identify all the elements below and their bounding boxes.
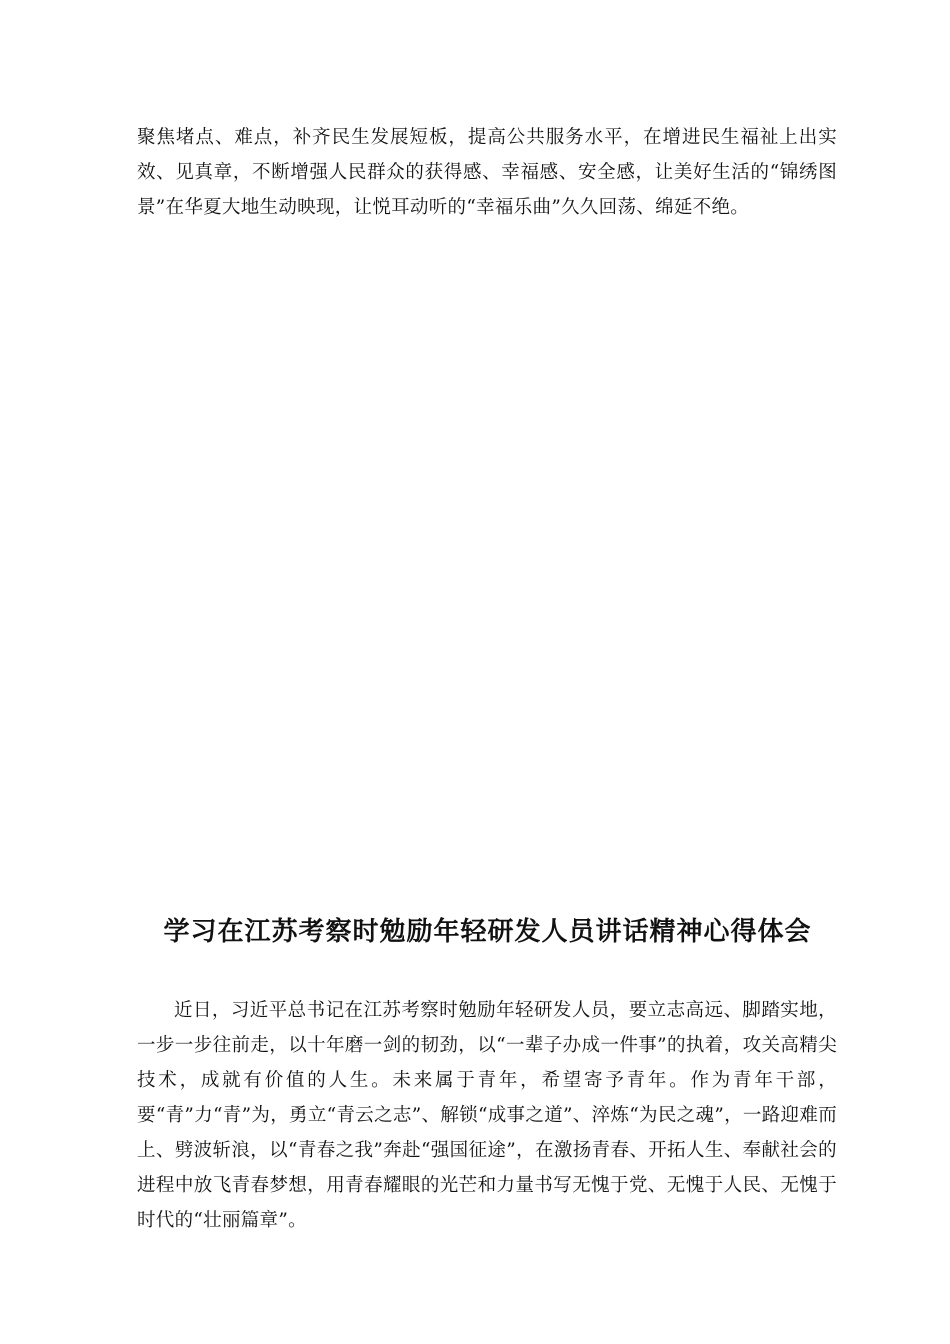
continuation-paragraph: 聚焦堵点、难点，补齐民生发展短板，提高公共服务水平，在增进民生福祉上出实效、见真章，不断增强人民群众的获得感、幸福感、安全感，让美好生活的“锦绣图景”在华夏大地生动映现，让悦耳动听的“幸福乐曲”久久回荡、绵延不绝。 <box>137 127 837 218</box>
article-paragraph: 近日，习近平总书记在江苏考察时勉励年轻研发人员，要立志高远、脚踏实地，一步一步往前走，以十年磨一剑的韧劲，以“一辈子办成一件事”的执着，攻关高精尖技术，成就有价值的人生。未来属于青年，希望寄予青年。作为青年干部，要“青”力“青”为，勇立“青云之志”、解锁“成事之道”、淬炼“为民之魂”，一路迎难而上、劈波斩浪，以“青春之我”奔赴“强国征途”，在激扬青春、开拓人生、奉献社会的进程中放飞青春梦想，用青春耀眼的光芒和力量书写无愧于党、无愧于人民、无愧于时代的“壮丽篇章”。 <box>137 1000 837 1231</box>
article-title: 学习在江苏考察时勉励年轻研发人员讲话精神心得体会 <box>163 917 812 947</box>
